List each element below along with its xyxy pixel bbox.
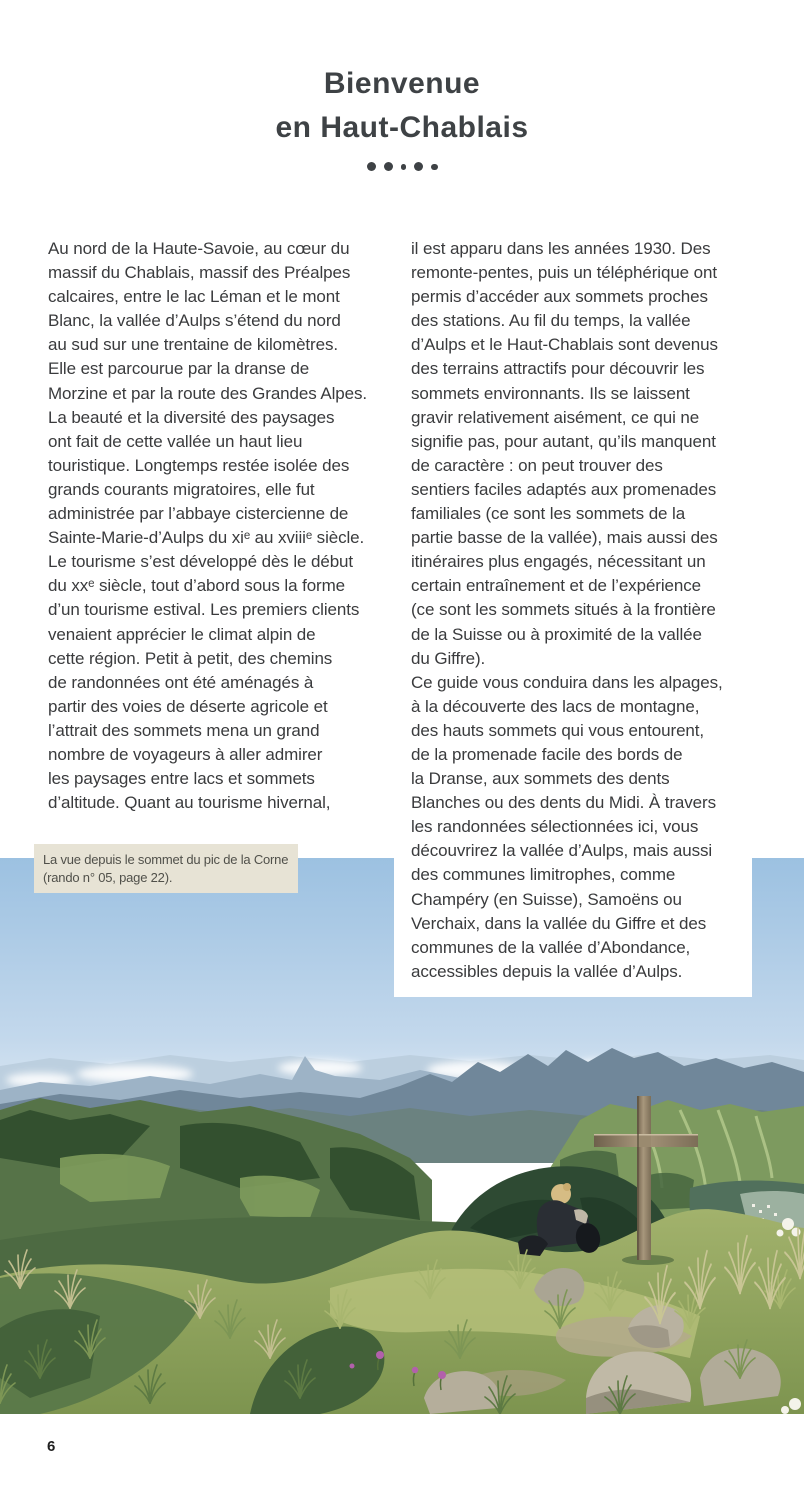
text-line: du Giffre). <box>411 648 486 668</box>
text-line: partir des voies de déserte agricole et <box>48 696 328 716</box>
text-line: familiales (ce sont les sommets de la <box>411 504 686 524</box>
text-line: signifie pas, pour autant, qu’ils manquent <box>411 431 716 451</box>
text-line: La vue depuis le sommet du pic de la Corne <box>43 852 289 867</box>
text-line: Verchaix, dans la vallée du Giffre et des <box>411 913 707 933</box>
text-line: il est apparu dans les années 1930. Des <box>411 239 711 258</box>
text-line: de randonnées ont été aménagés à <box>48 672 314 692</box>
text-line: accessibles depuis la vallée d’Aulps. <box>411 961 683 981</box>
text-line: des hauts sommets qui vous entourent, <box>411 720 705 740</box>
page-title-line1: Bienvenue <box>323 67 481 100</box>
text-line: d’un tourisme estival. Les premiers clients <box>48 600 360 620</box>
text-line: Le tourisme s’est développé dès le début <box>48 552 354 572</box>
text-line: partie basse de la vallée), mais aussi des <box>411 528 718 548</box>
ornament-dot <box>367 162 376 171</box>
text-line: massif du Chablais, massif des Préalpes <box>48 263 351 283</box>
text-line: au sud sur une trentaine de kilomètres. <box>48 335 338 355</box>
text-line: Au nord de la Haute-Savoie, au cœur du <box>48 239 350 258</box>
text-line: gravir relativement aisément, ce qui ne <box>411 407 700 427</box>
text-line: de caractère : on peut trouver des <box>411 455 663 475</box>
photo-caption <box>34 844 298 893</box>
text-line: itinéraires plus engagés, nécessitant un <box>411 552 706 572</box>
ornament-dot <box>414 162 423 171</box>
text-line: les randonnées sélectionnées ici, vous <box>411 817 699 837</box>
text-line: la Dranse, aux sommets des dents <box>411 769 670 789</box>
page-title <box>0 62 804 150</box>
text-line: Ce guide vous conduira dans les alpages, <box>411 672 723 692</box>
text-line: venaient apprécier le climat alpin de <box>48 624 316 644</box>
text-line: permis d’accéder aux sommets proches <box>411 287 708 307</box>
text-line: ont fait de cette vallée un haut lieu <box>48 431 303 451</box>
text-line: communes de la vallée d’Abondance, <box>411 937 691 957</box>
text-line: Morzine et par la route des Grandes Alpes. <box>48 383 367 403</box>
text-line: La beauté et la diversité des paysages <box>48 407 335 427</box>
text-line: Sainte-Marie-d’Aulps du xiᵉ au xviiiᵉ siècle. <box>48 528 365 548</box>
text-line: des communes limitrophes, comme <box>411 865 676 885</box>
text-line: les paysages entre lacs et sommets <box>48 769 315 789</box>
text-line: découvrirez la vallée d’Aulps, mais aussi <box>411 841 713 861</box>
text-line: remonte-pentes, puis un téléphérique ont <box>411 263 717 283</box>
text-line: Elle est parcourue par la dranse de <box>48 359 310 379</box>
text-line: administrée par l’abbaye cistercienne de <box>48 504 349 524</box>
text-line: sentiers faciles adaptés aux promenades <box>411 479 717 499</box>
text-line: l’attrait des sommets mena un grand <box>48 720 320 740</box>
text-line: Blanc, la vallée d’Aulps s’étend du nord <box>48 311 341 331</box>
text-line: calcaires, entre le lac Léman et le mont <box>48 287 340 307</box>
text-line: sommets environnants. Ils se laissent <box>411 383 690 403</box>
text-line: du xxᵉ siècle, tout d’abord sous la forme <box>48 576 346 596</box>
text-line: touristique. Longtemps restée isolée des <box>48 455 350 475</box>
text-line: Blanches ou des dents du Midi. À travers <box>411 793 716 813</box>
text-line: (rando n° 05, page 22). <box>43 869 173 885</box>
text-line: d’altitude. Quant au tourisme hivernal, <box>48 793 331 813</box>
text-line: de la Suisse ou à proximité de la vallée <box>411 624 702 644</box>
text-line: d’Aulps et le Haut-Chablais sont devenus <box>411 335 718 355</box>
text-line: des stations. Au fil du temps, la vallée <box>411 311 691 331</box>
text-line: (ce sont les sommets situés à la frontière <box>411 600 716 620</box>
text-line: grands courants migratoires, elle fut <box>48 479 315 499</box>
ornament-dot <box>384 162 393 171</box>
intro-left-column <box>48 237 378 815</box>
intro-right-column <box>394 236 752 997</box>
title-ornament-dots <box>0 160 804 174</box>
ornament-dot <box>431 164 438 171</box>
ornament-dot <box>401 164 407 170</box>
text-line: à la découverte des lacs de montagne, <box>411 696 700 716</box>
text-line: de la promenade facile des bords de <box>411 744 683 764</box>
text-line: des terrains attractifs pour découvrir les <box>411 359 705 379</box>
text-line: cette région. Petit à petit, des chemins <box>48 648 333 668</box>
text-line: certain entraînement et de l’expérience <box>411 576 701 596</box>
page-title-line2: en Haut-Chablais <box>275 111 529 144</box>
text-line: nombre de voyageurs à aller admirer <box>48 744 323 764</box>
text-line: Champéry (en Suisse), Samoëns ou <box>411 889 682 909</box>
page-number: 6 <box>47 1438 56 1455</box>
